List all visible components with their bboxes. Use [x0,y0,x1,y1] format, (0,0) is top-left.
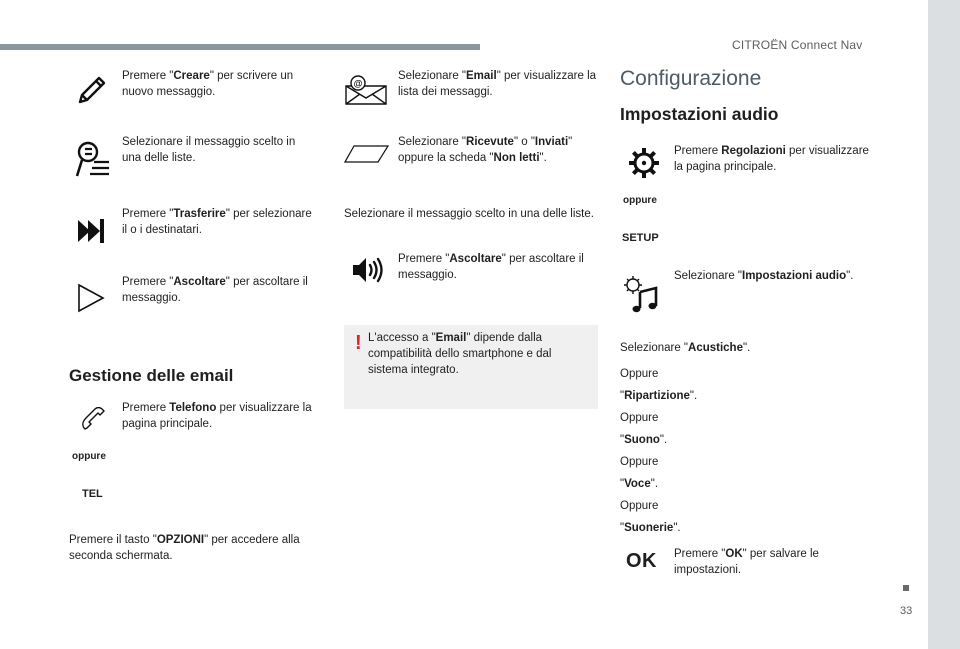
option-voce: "Voce". [620,478,659,490]
speaker-icon [351,255,385,285]
audio-settings-icon [622,274,662,314]
message-list-icon [72,138,112,180]
instruction-telefono: Premere Telefono per visualizzare la pagina principale. [122,402,312,430]
ok-button-label: OK [626,550,657,572]
option-oppure-1: Oppure [620,368,659,380]
pencil-icon [74,74,108,108]
page-number: 33 [900,605,913,617]
top-rule [0,44,480,50]
instruction-trasferire: Premere "Trasferire" per selezionare il o i destinatari. [122,208,312,236]
instruction-impostazioni-audio: Selezionare "Impostazioni audio". [674,270,854,282]
section-title-configurazione: Configurazione [620,67,762,90]
instruction-opzioni: Premere il tasto "OPZIONI" per accedere alla seconda schermata. [69,534,300,562]
instruction-email: Selezionare "Email" per visualizzare la lista dei messaggi. [398,70,597,98]
heading-impostazioni-audio: Impostazioni audio [620,104,779,124]
instruction-ricevute: Selezionare "Ricevute" o "Inviati" oppure la scheda "Non letti". [398,136,573,164]
tel-button-label: TEL [82,488,103,500]
option-oppure-3: Oppure [620,456,659,468]
svg-text:@: @ [353,78,363,89]
email-icon [344,72,388,106]
warning-text: L'accesso a "Email" dipende dalla compatibilità dello smartphone e dal sistema integrato. [368,332,552,376]
tab-shape-icon [344,144,390,164]
warning-icon: ! [355,332,362,354]
option-oppure-2: Oppure [620,412,659,424]
option-list [620,366,870,536]
oppure-label-2: oppure [623,195,657,206]
option-suono: "Suono". [620,434,668,446]
forward-icon [76,216,106,246]
option-oppure-4: Oppure [620,500,659,512]
instruction-ok: Premere "OK" per salvare le impostazioni. [674,548,819,576]
setup-button-label: SETUP [622,232,659,244]
instruction-creare: Premere "Creare" per scrivere un nuovo messaggio. [122,70,294,98]
gear-icon [628,147,660,179]
right-margin-bar [928,0,960,649]
instruction-acustiche: Selezionare "Acustiche". [620,342,751,354]
play-icon [76,283,106,313]
page-end-marker [903,585,909,591]
oppure-label: oppure [72,451,106,462]
brand-header: CITROËN Connect Nav [732,38,863,52]
instruction-regolazioni: Premere Regolazioni per visualizzare la pagina principale. [674,145,869,173]
instruction-seleziona: Selezionare il messaggio scelto in una delle liste. [122,136,296,164]
option-ripartizione: "Ripartizione". [620,390,698,402]
option-suonerie: "Suonerie". [620,522,681,534]
phone-icon [80,407,106,433]
instruction-ascoltare: Premere "Ascoltare" per ascoltare il messaggio. [122,276,308,304]
heading-gestione-email: Gestione delle email [69,366,234,385]
instruction-select-msg: Selezionare il messaggio scelto in una delle liste. [344,208,594,220]
instruction-ascoltare-2: Premere "Ascoltare" per ascoltare il messaggio. [398,253,584,281]
